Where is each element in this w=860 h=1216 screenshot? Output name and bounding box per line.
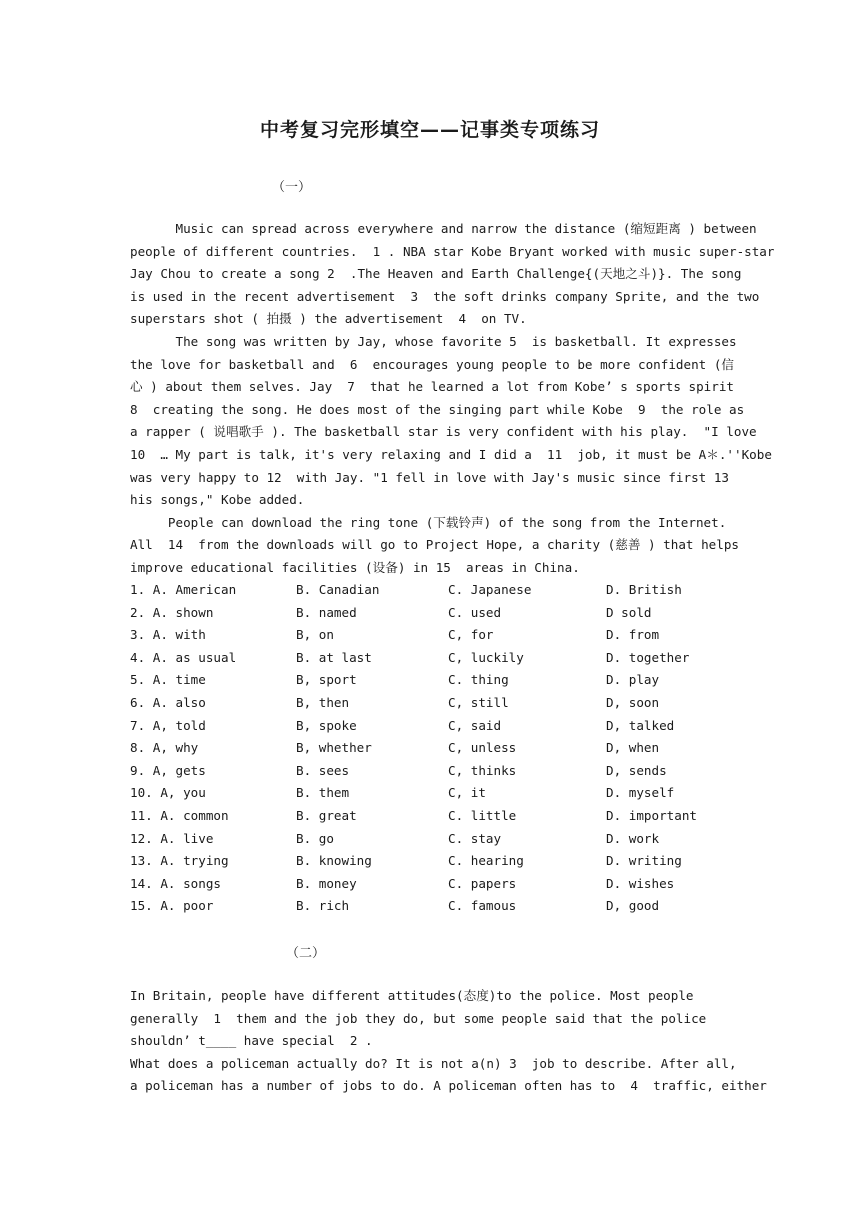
option-choice: C, still bbox=[448, 695, 509, 710]
option-choice: D. myself bbox=[606, 785, 675, 801]
passage-line: The song was written by Jay, whose favorite 5 is basketball. It expresses bbox=[130, 334, 737, 349]
option-choice: D. from bbox=[606, 627, 660, 643]
option-choice: D. together bbox=[606, 649, 690, 665]
passage-line: was very happy to 12 with Jay. "1 fell in love with Jay's music since first 13 bbox=[130, 469, 729, 485]
option-choice: B, spoke bbox=[296, 717, 357, 733]
section-2-heading: （二） bbox=[286, 946, 326, 961]
passage-line: is used in the recent advertisement 3 the soft drinks company Sprite, and the two bbox=[130, 288, 760, 304]
option-choice: 14. A. songs bbox=[130, 875, 221, 891]
passage-line: 8 creating the song. He does most of the singing part while Kobe 9 the role as bbox=[130, 401, 745, 417]
option-choice: C, thinks bbox=[448, 762, 517, 778]
option-choice: D, talked bbox=[606, 717, 675, 733]
option-choice: B. rich bbox=[296, 898, 350, 914]
passage-line: generally 1 them and the job they do, but some people said that the police bbox=[130, 1010, 707, 1026]
page-title: 中考复习完形填空——记事类专项练习 bbox=[259, 119, 600, 141]
option-choice: D. important bbox=[606, 808, 697, 823]
option-choice: C. little bbox=[448, 808, 517, 823]
option-choice: B. them bbox=[296, 785, 350, 801]
option-choice: 5. A. time bbox=[130, 672, 206, 688]
option-choice: 7. A, told bbox=[130, 717, 206, 733]
option-choice: C, it bbox=[448, 785, 486, 801]
option-choice: B. go bbox=[296, 830, 334, 846]
option-choice: D, when bbox=[606, 740, 660, 756]
passage-line: a rapper ( 说唱歌手 ). The basketball star is very confident with his play. "I love bbox=[130, 424, 757, 440]
option-choice: C. famous bbox=[448, 898, 517, 914]
option-choice: C, unless bbox=[448, 740, 517, 756]
passage-line: People can download the ring tone (下载铃声) of the song from the Internet. bbox=[130, 514, 727, 530]
option-choice: C. stay bbox=[448, 830, 502, 846]
passage-line: his songs," Kobe added. bbox=[130, 492, 305, 508]
passage-line: 心 ) about them selves. Jay 7 that he learned a lot from Kobe’ s sports spirit bbox=[130, 379, 734, 395]
passage-line: Jay Chou to create a song 2 .The Heaven and Earth Challenge{(天地之斗)}. The song bbox=[130, 266, 742, 282]
passage-line: 10 … My part is talk, it's very relaxing and I did a 11 job, it must be A＊.''Kobe bbox=[130, 447, 772, 462]
option-choice: 13. A. trying bbox=[130, 853, 229, 869]
passage-line: In Britain, people have different attitudes(态度)to the police. Most people bbox=[130, 988, 694, 1003]
option-choice: D sold bbox=[606, 604, 652, 620]
option-choice: C, luckily bbox=[448, 649, 524, 665]
option-choice: C, for bbox=[448, 627, 494, 643]
option-choice: C. thing bbox=[448, 672, 509, 688]
option-choice: D. play bbox=[606, 672, 660, 688]
option-choice: D. wishes bbox=[606, 875, 675, 891]
option-choice: 11. A. common bbox=[130, 808, 229, 823]
passage-line: a policeman has a number of jobs to do. A policeman often has to 4 traffic, either bbox=[130, 1078, 767, 1094]
option-choice: B. sees bbox=[296, 762, 350, 778]
option-choice: B. named bbox=[296, 604, 357, 620]
passage-line: people of different countries. 1 . NBA star Kobe Bryant worked with music super-star bbox=[130, 243, 775, 259]
option-choice: D. work bbox=[606, 830, 660, 846]
passage-line: All 14 from the downloads will go to Project Hope, a charity (慈善 ) that helps bbox=[130, 537, 740, 553]
option-choice: C, said bbox=[448, 717, 502, 733]
option-choice: B, whether bbox=[296, 740, 372, 756]
option-choice: D. writing bbox=[606, 853, 682, 869]
option-choice: 9. A, gets bbox=[130, 762, 206, 778]
passage-line: improve educational facilities (设备) in 15 areas in China. bbox=[130, 560, 580, 575]
option-choice: B. Canadian bbox=[296, 582, 380, 597]
option-choice: 6. A. also bbox=[130, 695, 206, 710]
option-choice: D, sends bbox=[606, 762, 667, 778]
option-choice: 1. A. American bbox=[130, 582, 237, 597]
option-choice: 2. A. shown bbox=[130, 604, 214, 620]
option-choice: B. at last bbox=[296, 649, 372, 665]
option-choice: 8. A, why bbox=[130, 740, 199, 756]
section-1-heading: （一） bbox=[272, 180, 312, 195]
option-choice: B, sport bbox=[296, 672, 357, 688]
option-choice: B. money bbox=[296, 875, 357, 891]
option-choice: D, good bbox=[606, 898, 660, 914]
option-choice: C. papers bbox=[448, 875, 517, 891]
option-choice: C. used bbox=[448, 604, 502, 620]
option-choice: D. British bbox=[606, 582, 682, 597]
passage-line: superstars shot ( 拍摄 ) the advertisement 4 on TV. bbox=[130, 311, 527, 327]
option-choice: B, then bbox=[296, 695, 350, 710]
option-choice: B. great bbox=[296, 808, 357, 823]
option-choice: 10. A, you bbox=[130, 785, 206, 801]
option-choice: C. hearing bbox=[448, 853, 524, 869]
option-choice: B. knowing bbox=[296, 853, 372, 869]
option-choice: D, soon bbox=[606, 695, 660, 710]
passage-line: What does a policeman actually do? It is not a(n) 3 job to describe. After all, bbox=[130, 1055, 737, 1071]
option-choice: 15. A. poor bbox=[130, 898, 214, 914]
passage-line: Music can spread across everywhere and narrow the distance (缩短距离 ) between bbox=[130, 221, 757, 236]
option-choice: 12. A. live bbox=[130, 830, 214, 846]
option-choice: 3. A. with bbox=[130, 627, 206, 643]
option-choice: 4. A. as usual bbox=[130, 649, 237, 665]
passage-line: the love for basketball and 6 encourages young people to be more confident (信 bbox=[130, 356, 734, 372]
option-choice: B, on bbox=[296, 627, 334, 643]
passage-line: shouldn’ t____ have special 2 . bbox=[130, 1033, 373, 1049]
option-choice: C. Japanese bbox=[448, 582, 532, 597]
